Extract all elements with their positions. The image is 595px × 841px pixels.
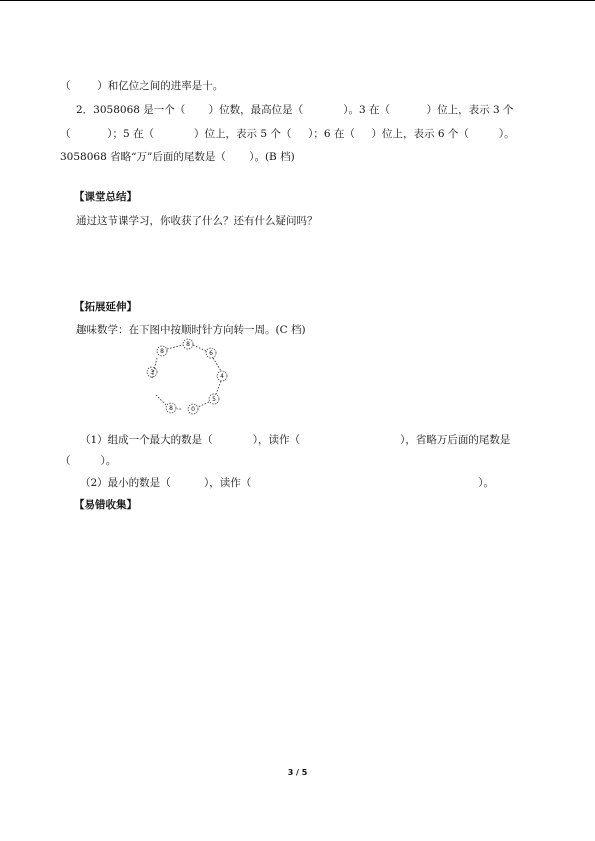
digit-2: 8 xyxy=(186,341,190,348)
digit-5: 5 xyxy=(212,396,216,403)
q2-line-2: （ ）；5 在（ ）位上，表示 5 个（ ）；6 在（ ）位上，表示 6 个（ ）。 xyxy=(60,128,515,140)
q1-tail-text: （ ）和亿位之间的进率是十。 xyxy=(60,80,224,92)
page-number: 3 / 5 xyxy=(287,768,308,777)
summary-heading: 【课堂总结】 xyxy=(74,191,137,203)
digit-8: 3 xyxy=(150,369,154,376)
digit-ring-diagram xyxy=(143,338,233,418)
ext-q1-line-2: （ ）。 xyxy=(60,455,117,467)
digit-4: 4 xyxy=(220,373,224,380)
digit-7: 8 xyxy=(169,405,173,412)
extension-heading: 【拓展延伸】 xyxy=(74,301,137,313)
ext-q1-line-1: （1）组成一个最大的数是（ ），读作（ ），省略万后面的尾数是 xyxy=(80,434,511,446)
ext-q2-line: （2）最小的数是（ ），读作（ ）。 xyxy=(80,477,495,489)
extension-intro: 趣味数学：在下图中按顺时针方向转一周。(C 档) xyxy=(76,324,306,336)
digit-3: 6 xyxy=(209,350,213,357)
q2-line-3: 3058068 省略“万”后面的尾数是（ ）。(B 档) xyxy=(60,151,295,163)
top-border xyxy=(0,0,595,1)
q2-line-1: 2．3058068 是一个（ ）位数，最高位是（ ）。3 在（ ）位上，表示 3 个 xyxy=(76,104,514,116)
digit-1: 8 xyxy=(160,348,164,355)
errors-heading: 【易错收集】 xyxy=(74,499,137,511)
digit-6: 0 xyxy=(191,406,195,413)
summary-text: 通过这节课学习，你收获了什么？还有什么疑问吗？ xyxy=(76,215,318,227)
